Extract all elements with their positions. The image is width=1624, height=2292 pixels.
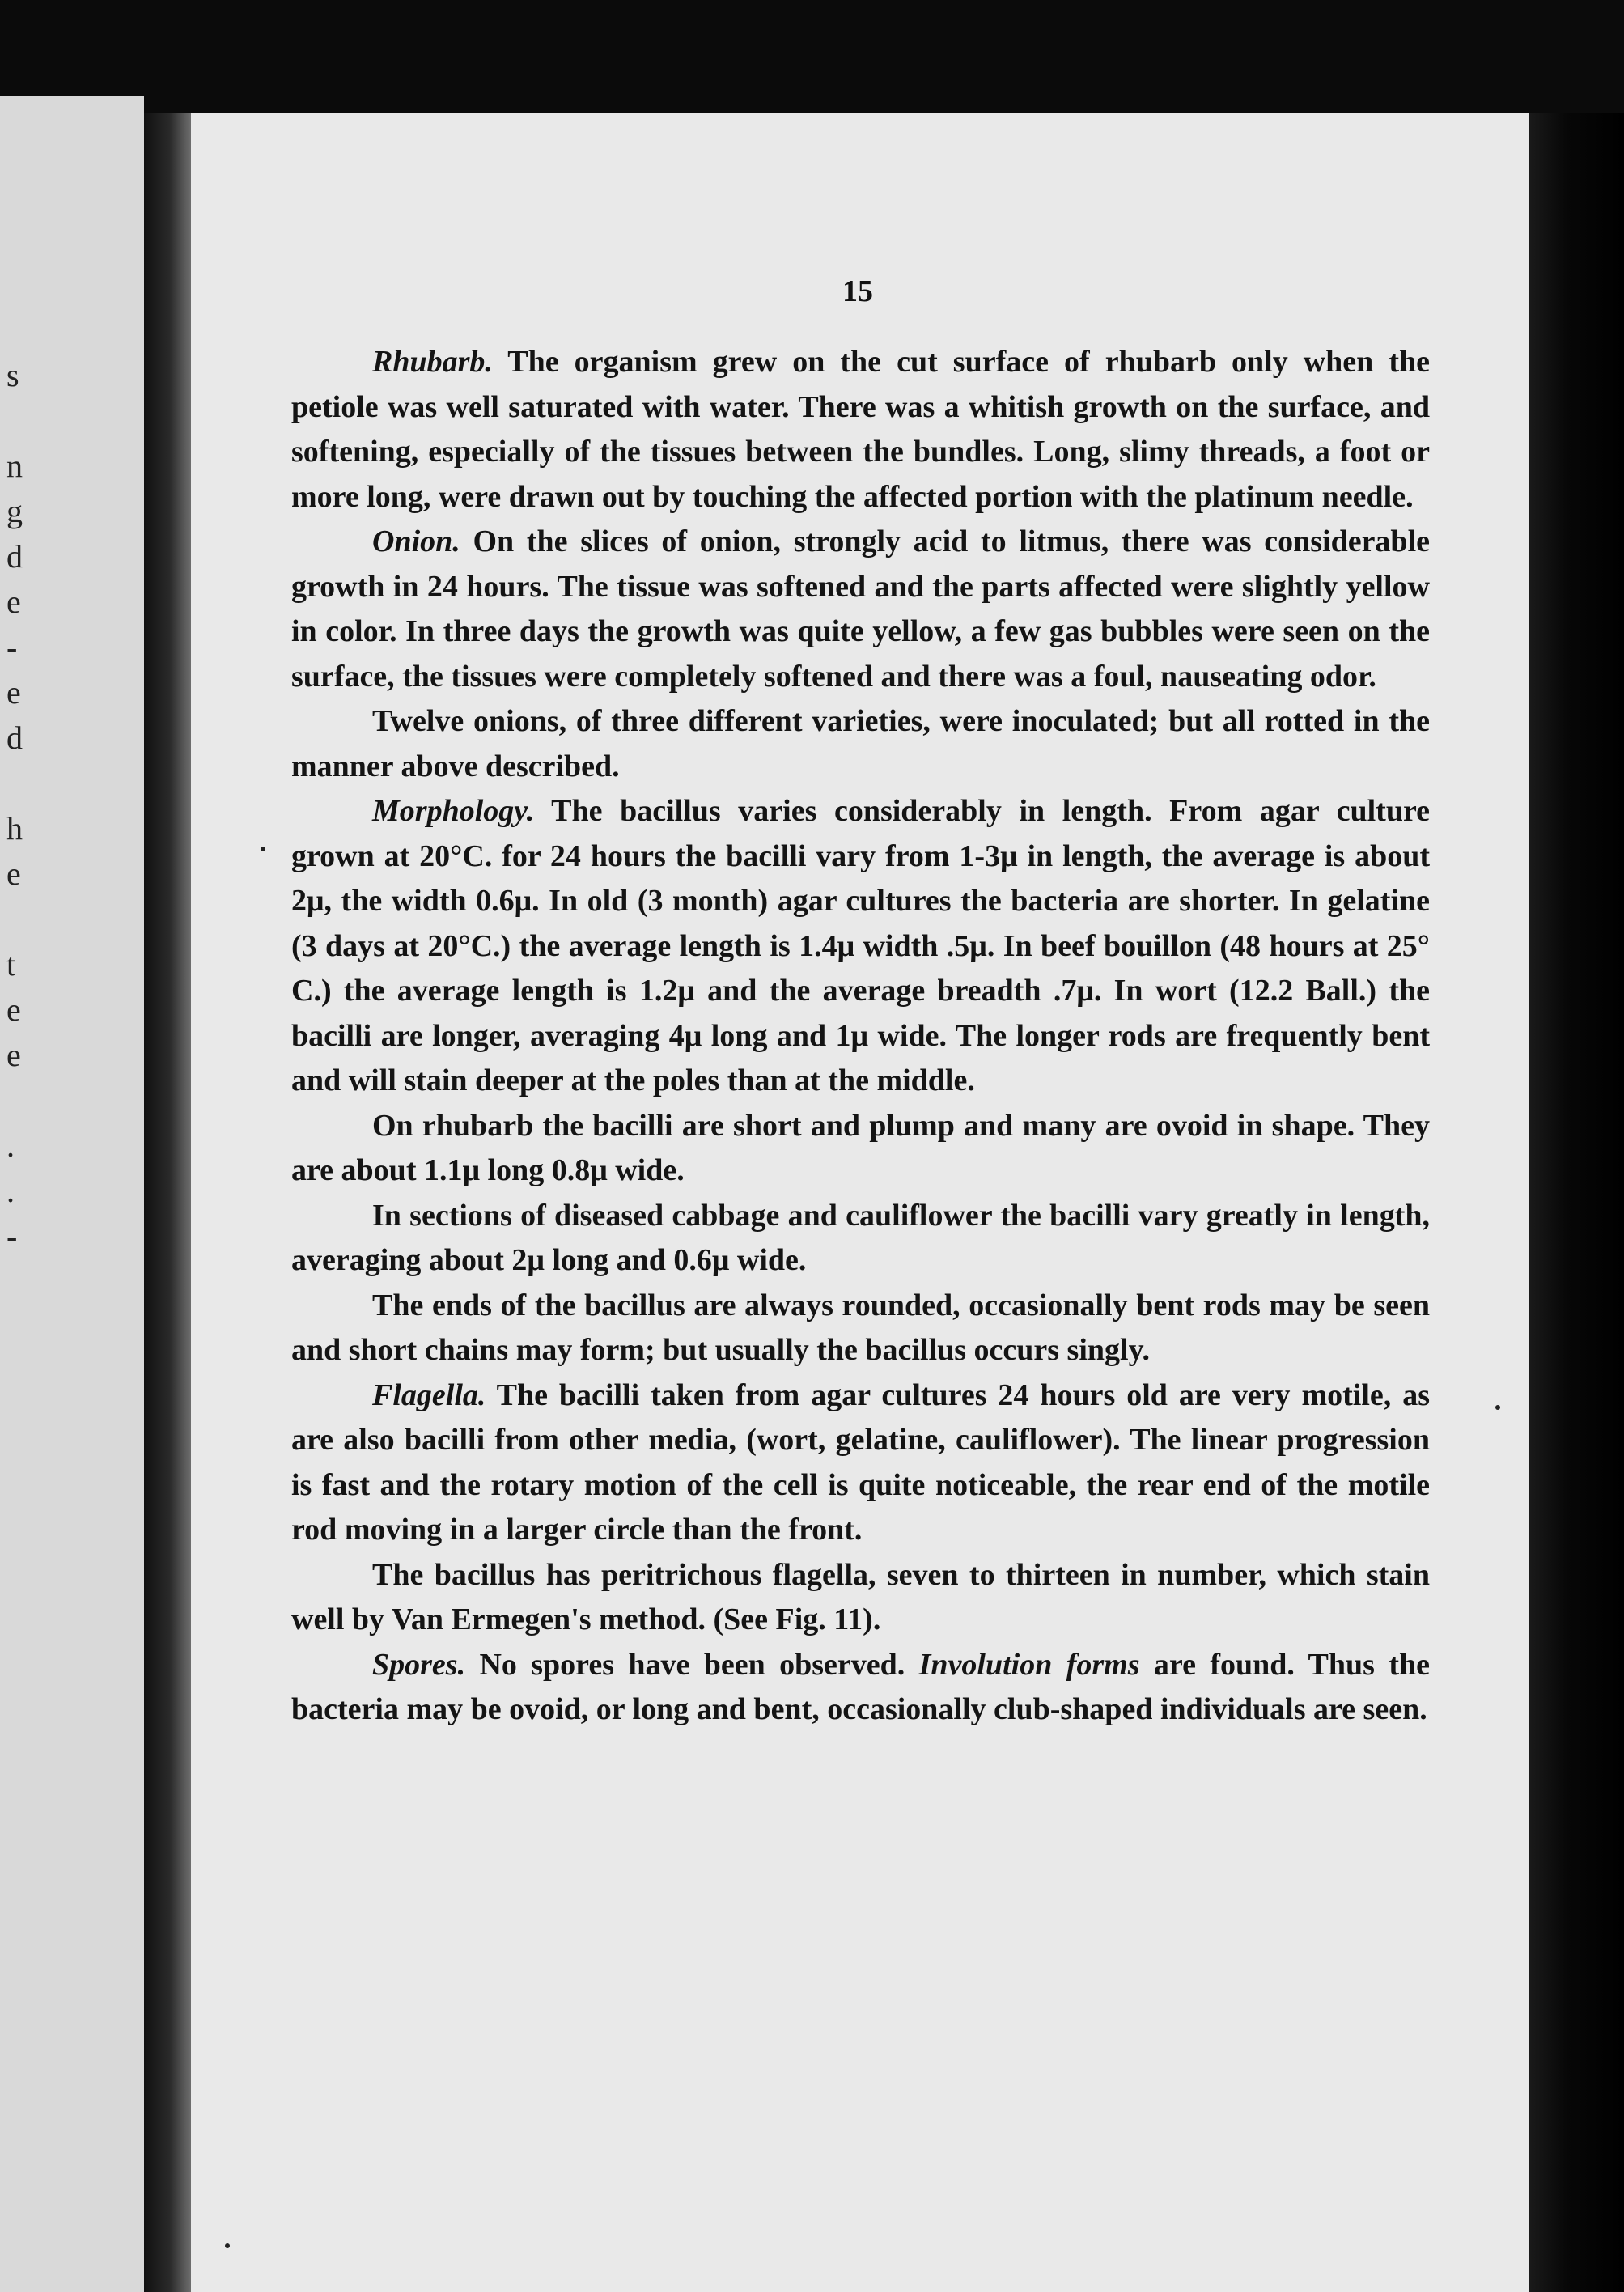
- facing-page-fragment: g: [6, 493, 23, 529]
- facing-page-edge: [0, 96, 144, 2292]
- paragraph-text: In sections of diseased cabbage and cauliflower the bacilli vary greatly in length, averaging about 2μ long and 0.6μ wide.: [291, 1198, 1430, 1277]
- paragraph-spores: [291, 1643, 1430, 1733]
- paragraph-text: The bacillus varies considerably in length. From agar culture grown at 20°C. for 24 hours the bacilli vary from 1-3μ in length, the average is about 2μ, the width 0.6μ. In old (3 month) agar cultures the bacteria are shorter. In gelatine (3 days at 20°C.) the average length is 1.4μ width .5μ. In beef bouillon (48 hours at 25° C.) the average length is 1.2μ and the average breadth .7μ. In wort (12.2 Ball.) the bacilli are longer, averaging 4μ long and 1μ wide. The longer rods are frequently bent and will stain deeper at the poles than at the middle.: [291, 794, 1430, 1097]
- paragraph-text: The organism grew on the cut surface of rhubarb only when the petiole was well saturated with water. There was a whitish growth on the surface, and softening, especially of the tissues between the bundles. Long, slimy threads, a foot or more long, were drawn out by touching the affected portion with the platinum needle.: [291, 345, 1430, 514]
- paragraph-text: The ends of the bacillus are always rounded, occasionally bent rods may be seen and short chains may form; but usually the bacillus occurs singly.: [291, 1288, 1430, 1367]
- paragraph-rhubarb-bacilli: [291, 1104, 1430, 1194]
- paragraph-heading: Rhubarb.: [372, 345, 493, 379]
- facing-page-fragment: -: [6, 629, 18, 665]
- paragraph-morphology: [291, 789, 1430, 1104]
- paragraph-heading: Onion.: [372, 524, 460, 558]
- facing-page-fragment: d: [6, 538, 23, 575]
- facing-page-fragment: .: [6, 1127, 15, 1164]
- facing-page-fragment: d: [6, 719, 23, 756]
- paragraph-text: The bacilli taken from agar cultures 24 hours old are very motile, as are also bacilli from other media, (wort, gelatine, cauliflower). The linear progression is fast and the rotary motion of the cell is quite noticeable, the rear end of the motile rod moving in a larger circle than the front.: [291, 1377, 1430, 1547]
- facing-page-fragment: e: [6, 1037, 21, 1073]
- scan-speck: [1495, 1405, 1500, 1410]
- paragraph-text: Twelve onions, of three different varieties, were inoculated; but all rotted in the manner above described.: [291, 704, 1430, 783]
- paragraph-onion: [291, 520, 1430, 699]
- book-gutter-shadow: [144, 113, 191, 2292]
- facing-page-fragment: e: [6, 584, 21, 620]
- paragraph-text: On rhubarb the bacilli are short and plump and many are ovoid in shape. They are about 1.1μ long 0.8μ wide.: [291, 1108, 1430, 1187]
- page-body-text: [291, 340, 1430, 1733]
- facing-page-fragment: -: [6, 1218, 18, 1254]
- facing-page-fragment: s: [6, 357, 19, 393]
- scan-speck: [225, 2243, 230, 2248]
- paragraph-bacillus-ends: [291, 1284, 1430, 1373]
- paragraph-peritrichous: [291, 1553, 1430, 1643]
- paragraph-text: No spores have been observed.: [465, 1647, 919, 1682]
- paragraph-text: On the slices of onion, strongly acid to litmus, there was considerable growth in 24 hours. The tissue was softened and the parts affected were slightly yellow in color. In three days the growth was quite yellow, a few gas bubbles were seen on the surface, the tissues were completely softened and there was a foul, nauseating odor.: [291, 524, 1430, 694]
- facing-page-fragment: h: [6, 810, 23, 847]
- paragraph-flagella: [291, 1373, 1430, 1553]
- paragraph-text-tail: are found. Thus the bacteria may be ovoid, or long and bent, occasionally club-shaped individuals are seen.: [291, 1647, 1430, 1726]
- page-number: 15: [842, 274, 873, 308]
- paragraph-heading: Flagella.: [372, 1377, 486, 1412]
- paragraph-heading: Spores.: [372, 1647, 466, 1682]
- paragraph-onion-inoculation: [291, 699, 1430, 789]
- paragraph-text: The bacillus has peritrichous flagella, seven to thirteen in number, which stain well by Van Ermegen's method. (See Fig. 11).: [291, 1557, 1430, 1636]
- facing-page-fragment: t: [6, 946, 16, 983]
- scan-speck: [261, 847, 265, 851]
- paragraph-heading: Morphology.: [372, 794, 535, 828]
- paragraph-italic-term: Involution forms: [918, 1647, 1140, 1682]
- paragraph-rhubarb: [291, 340, 1430, 520]
- facing-page-fragment: .: [6, 1173, 15, 1209]
- paragraph-cabbage-sections: [291, 1194, 1430, 1284]
- facing-page-fragment: e: [6, 674, 21, 711]
- facing-page-fragment: e: [6, 991, 21, 1028]
- facing-page-fragment: e: [6, 855, 21, 892]
- page-right-edge-shadow: [1529, 113, 1624, 2292]
- facing-page-fragment: n: [6, 448, 23, 484]
